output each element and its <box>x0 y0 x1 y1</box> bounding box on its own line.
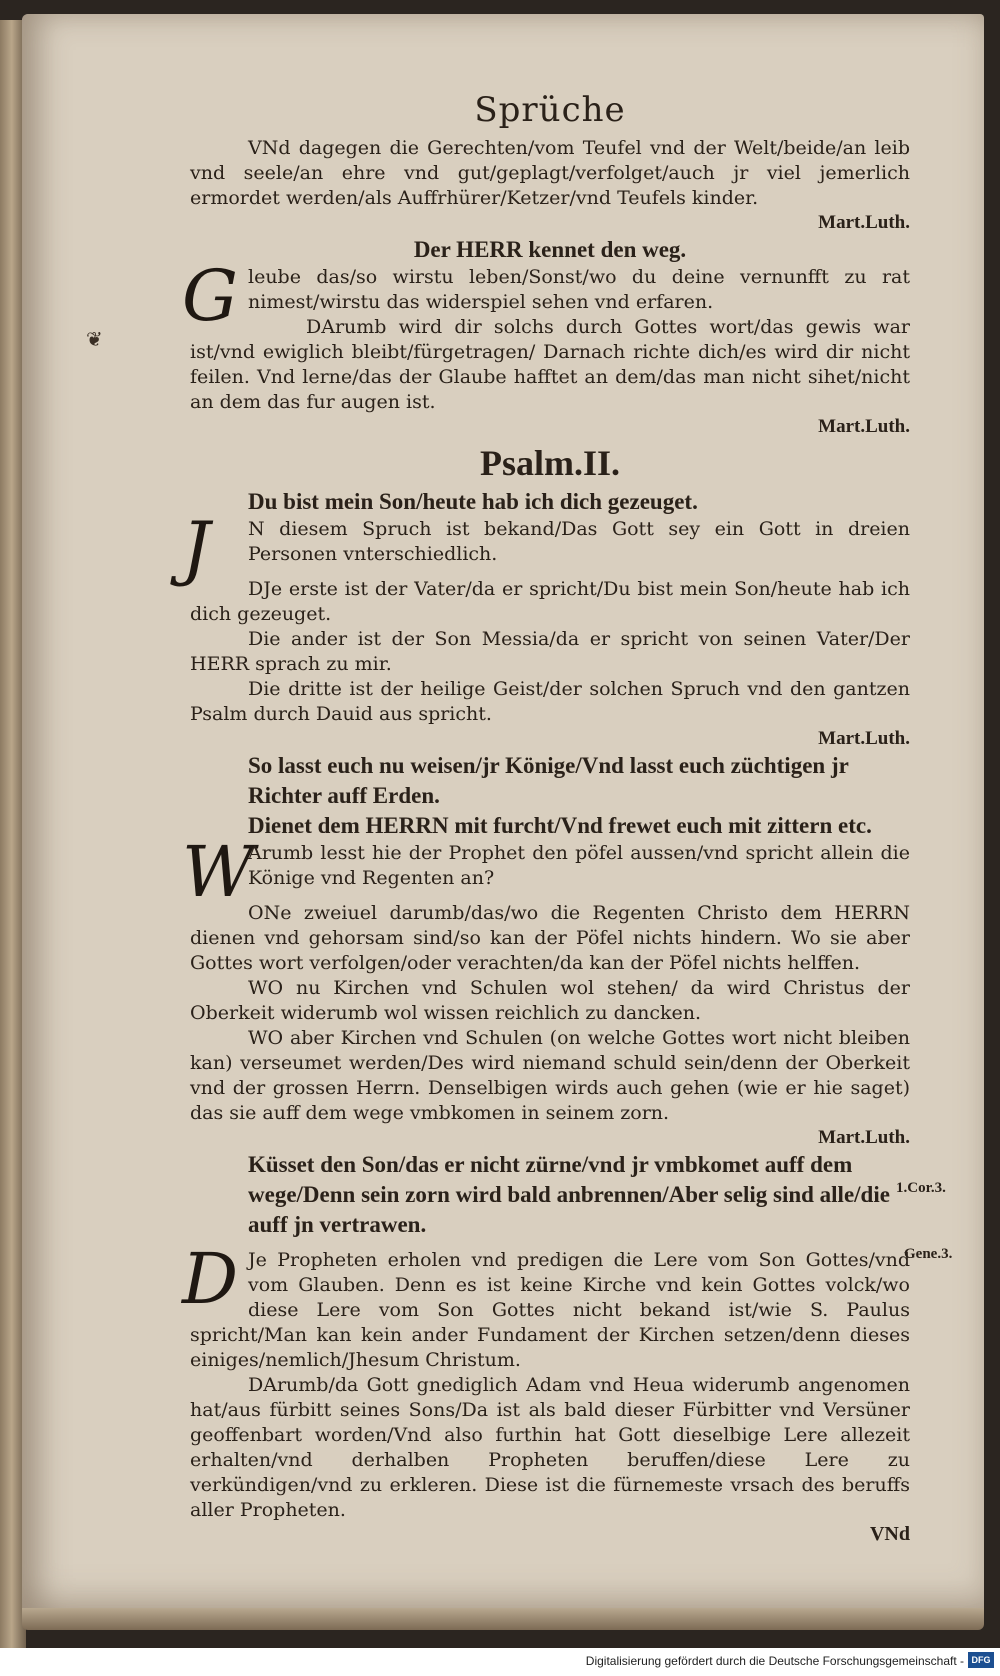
drop-initial: D <box>182 1238 239 1320</box>
catchword: VNd <box>869 1523 910 1545</box>
paragraph-text: N diesem Spruch ist bekand/Das Gott sey ein Gott in dreien Personen vnterschiedlich. <box>248 518 910 565</box>
drop-initial: G <box>182 255 238 337</box>
scripture-verse: Der HERR kennet den weg. <box>413 237 687 262</box>
body-paragraph-with-initial <box>182 255 910 337</box>
footer-bar <box>0 1648 1000 1676</box>
running-head: Sprüche <box>474 90 626 130</box>
body-paragraph: Die dritte ist der heilige Geist/der solchen Spruch vnd den gantzen Psalm durch Dauid aus spricht. <box>190 678 910 725</box>
margin-note-cor: 1.Cor.3. <box>896 1180 946 1196</box>
drop-initial: W <box>182 831 254 913</box>
page-bottom-edge <box>22 1608 984 1630</box>
funding-credit: Digitalisierung gefördert durch die Deutsche Forschungsgemeinschaft - <box>585 1654 964 1668</box>
body-paragraph-with-initial <box>182 831 910 913</box>
signature: Mart.Luth. <box>818 728 910 749</box>
body-paragraph: DJe erste ist der Vater/da er spricht/Du bist mein Son/heute hab ich dich gezeuget. <box>190 578 910 625</box>
body-paragraph: WO aber Kirchen vnd Schulen (on welche Gottes wort nicht bleiben kan) verseumet werden/Des wird niemand schuld sein/denn der Oberkeit vnd der grossen Herrn. Denselbigen wirds auch gehen (wie er hie saget) das sie auff dem wege vmbkomen in seinem zorn. <box>190 1027 910 1124</box>
paragraph-text: Arumb lesst hie der Prophet den pöfel aussen/vnd spricht allein die Könige vnd Regenten an? <box>248 842 910 889</box>
scripture-verse: Dienet dem HERRN mit furcht/Vnd frewet euch mit zittern etc. <box>248 813 872 838</box>
signature: Mart.Luth. <box>818 416 910 437</box>
scripture-verse: So lasst euch nu weisen/jr Könige/Vnd lasst euch züchtigen jr Richter auff Erden. <box>248 753 849 808</box>
paragraph-text: leube das/so wirstu leben/Sonst/wo du deine vernunfft zu rat nimest/wirstu das widerspiel sehen vnd erfaren. <box>248 266 910 313</box>
page-text <box>182 90 910 1546</box>
fleuron-ornament-icon: ❦ <box>86 327 103 351</box>
body-paragraph: Die ander ist der Son Messia/da er spricht von seinen Vater/Der HERR sprach zu mir. <box>190 628 910 675</box>
scripture-verse: Küsset den Son/das er nicht zürne/vnd jr vmbkomet auff dem wege/Denn sein zorn wird bald anbrennen/Aber selig sind alle/die auff jn vertrawen. <box>248 1152 890 1237</box>
body-paragraph: VNd dagegen die Gerechten/vom Teufel vnd der Welt/beide/an leib vnd seele/an ehre vnd gut/geplagt/verfolget/auch jr viel jemerlich ermordet werden/als Auffrhürer/Ketzer/vnd Teufels kinder. <box>190 137 910 209</box>
dfg-logo: DFG <box>968 1652 994 1668</box>
margin-note-gene: Gene.3. <box>904 1246 953 1262</box>
body-paragraph-with-initial <box>182 1238 910 1373</box>
body-paragraph: ONe zweiuel darumb/das/wo die Regenten Christo dem HERRN dienen vnd gehorsam sind/so kan der Pöfel nichts hindern. Wo sie aber Gottes wort verfolgen/oder verachten/da kan der Pöfel nichts helffen. <box>190 902 910 974</box>
signature: Mart.Luth. <box>818 1127 910 1148</box>
signature: Mart.Luth. <box>818 212 910 233</box>
psalm-heading: Psalm.II. <box>479 443 620 483</box>
drop-initial: J <box>182 507 211 589</box>
scripture-verse: Du bist mein Son/heute hab ich dich gezeuget. <box>248 489 698 514</box>
body-paragraph-with-initial <box>182 507 910 589</box>
body-paragraph: WO nu Kirchen vnd Schulen wol stehen/ da wird Christus der Oberkeit widerumb wol wissen reichlich zu dancken. <box>190 977 910 1024</box>
body-paragraph: DArumb wird dir solchs durch Gottes wort/das gewis war ist/vnd ewiglich bleibt/fürgetragen/ Darnach richte dich/es wird dir nicht feilen. Vnd lerne/das der Glaube hafftet an dem/das man nicht sihet/nicht an dem das fur augen ist. <box>190 316 910 413</box>
body-paragraph: DArumb/da Gott gnediglich Adam vnd Heua widerumb angenomen hat/aus fürbitt seines Sons/Da ist als bald dieser Fürbitter vnd Versüner geoffenbart worden/Vnd also furthin hat Gott dieselbige Lere allezeit erhalten/vnd derhalben Propheten beruffen/diese Lere zu verkündigen/vnd zu erkleren. Diese ist die fürnemeste vrsach des beruffs aller Propheten. <box>190 1374 910 1521</box>
paragraph-text: Je Propheten erholen vnd predigen die Lere vom Son Gottes/vnd vom Glauben. Denn es ist keine Kirche vnd kein Gottes volck/wo diese Lere vom Son Gottes nicht bekand ist/wie S. Paulus spricht/Man kan kein ander Fundament der Kirchen setzen/denn dieses einiges/nemlich/Jhesum Christum. <box>190 1249 910 1371</box>
